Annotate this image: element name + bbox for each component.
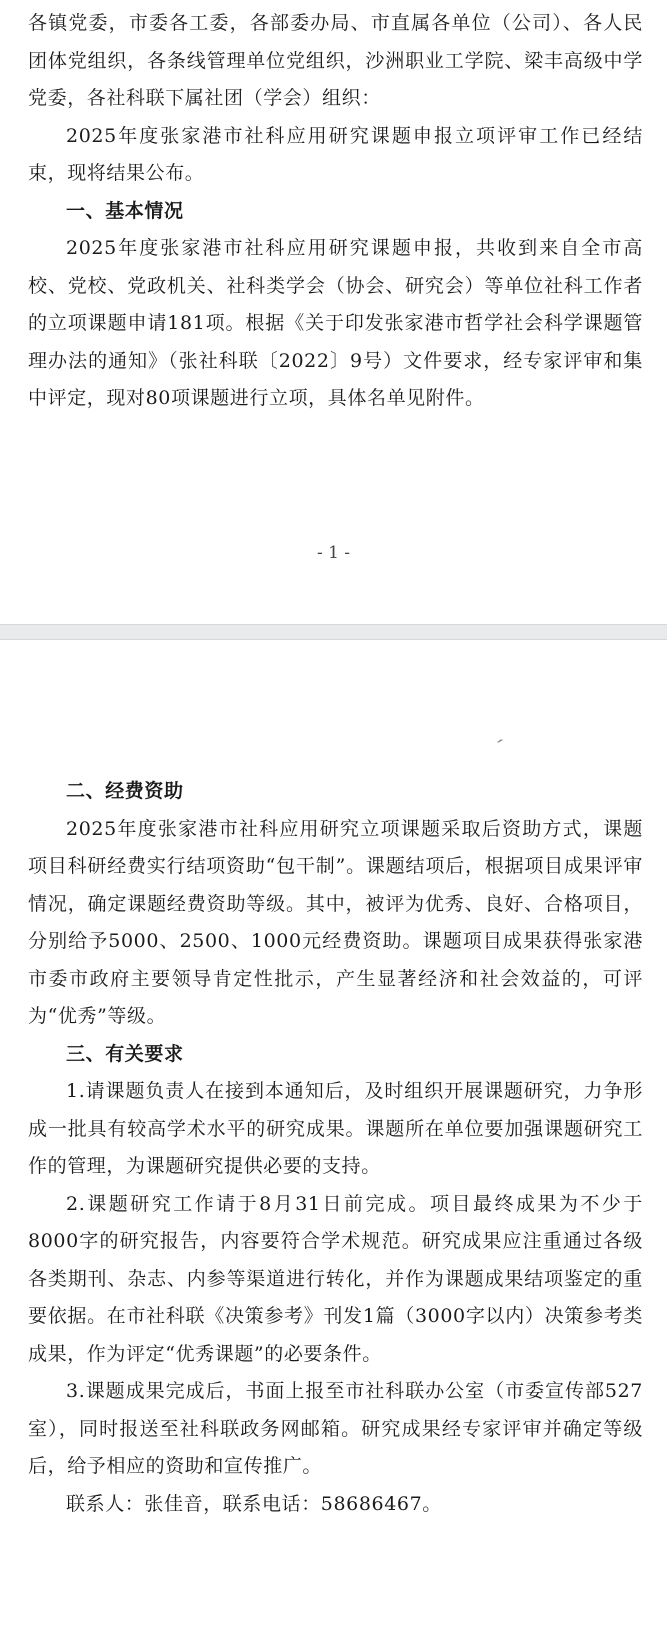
page1-content bbox=[28, 5, 643, 418]
page-separator bbox=[0, 624, 667, 640]
section1-body: 2025年度张家港市社科应用研究课题申报，共收到来自全市高校、党校、党政机关、社科类学会（协会、研究会）等单位社科工作者的立项课题申请181项。根据《关于印发张家港市哲学社会科学课题管理办法的通知》（张社科联〔2022〕9号）文件要求，经专家评审和集中评定，现对80项课题进行立项，具体名单见附件。 bbox=[28, 237, 643, 409]
intro-paragraph: 2025年度张家港市社科应用研究课题申报立项评审工作已经结束，现将结果公布。 bbox=[28, 124, 643, 184]
requirement-3: 3.课题成果完成后，书面上报至市社科联办公室（市委宣传部527室），同时报送至社科联政务网邮箱。研究成果经专家评审并确定等级后，给予相应的资助和宣传推广。 bbox=[28, 1380, 643, 1477]
section2-body: 2025年度张家港市社科应用研究立项课题采取后资助方式，课题项目科研经费实行结项资助“包干制”。课题结项后，根据项目成果评审情况，确定课题经费资助等级。其中，被评为优秀、良好、合格项目，分别给予5000、2500、1000元经费资助。课题项目成果获得张家港市委市政府主要领导肯定性批示，产生显著经济和社会效益的，可评为“优秀”等级。 bbox=[28, 817, 643, 1027]
section3-heading: 三、有关要求 bbox=[66, 1042, 184, 1065]
section2-heading: 二、经费资助 bbox=[66, 780, 184, 802]
page2-content bbox=[28, 773, 643, 1523]
addressee-list: 各镇党委，市委各工委，各部委办局、市直属各单位（公司）、各人民团体党组织，各条线管理单位党组织，沙洲职业工学院、梁丰高级中学党委，各社科联下属社团（学会）组织： bbox=[28, 12, 643, 109]
scan-mark: ˊ bbox=[487, 735, 506, 763]
requirement-2: 2.课题研究工作请于8月31日前完成。项目最终成果为不少于8000字的研究报告，内容要符合学术规范。研究成果应注重通过各级各类期刊、杂志、内参等渠道进行转化，并作为课题成果结项鉴定的重要依据。在市社科联《决策参考》刊发1篇（3000字以内）决策参考类成果，作为评定“优秀课题”的必要条件。 bbox=[28, 1192, 643, 1365]
document-page-1 bbox=[0, 0, 667, 624]
contact-line: 联系人：张佳音，联系电话：58686467。 bbox=[66, 1492, 442, 1515]
requirement-1: 1.请课题负责人在接到本通知后，及时组织开展课题研究，力争形成一批具有较高学术水平的研究成果。课题所在单位要加强课题研究工作的管理，为课题研究提供必要的支持。 bbox=[28, 1080, 643, 1177]
section1-heading: 一、基本情况 bbox=[66, 199, 184, 222]
page-number: - 1 - bbox=[316, 543, 351, 563]
document-page-2 bbox=[0, 640, 667, 1626]
